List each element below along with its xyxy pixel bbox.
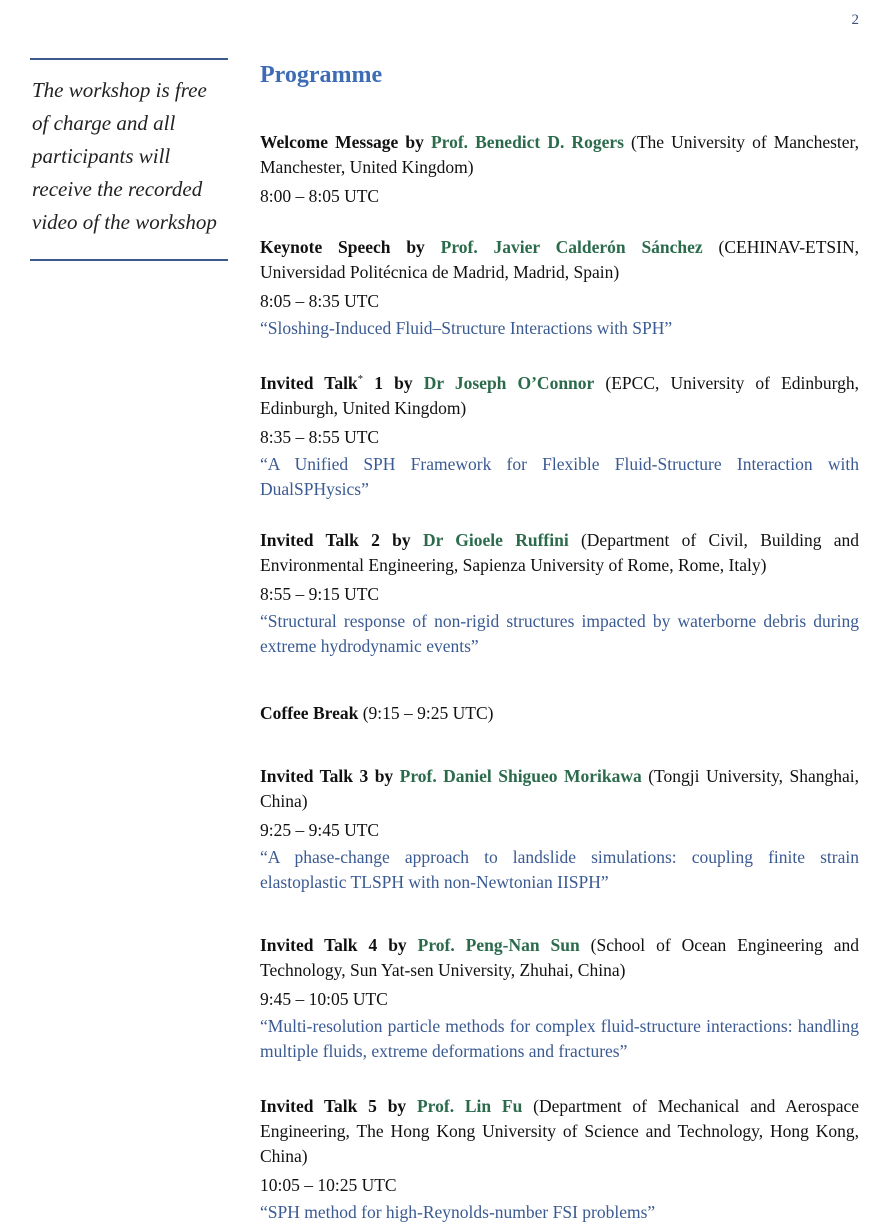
event-number: 1 (363, 372, 384, 393)
event-by: by (406, 237, 425, 257)
event-time: 8:55 – 9:15 UTC (260, 583, 380, 604)
sidebar-bottom-rule (30, 259, 228, 261)
event-type: Invited Talk (260, 372, 358, 393)
sidebar-note: The workshop is free of charge and all participants will receive the recorded video of the workshop (32, 78, 217, 234)
event-keynote (260, 235, 859, 341)
talk-title: “A phase-change approach to landslide simulations: coupling finite strain elastoplastic TLSPH with non-Newtonian IISPH” (260, 846, 859, 892)
event-time: 9:25 – 9:45 UTC (260, 819, 380, 840)
event-header (260, 933, 859, 983)
event-by: by (392, 529, 411, 550)
speaker-name: Dr Joseph O’Connor (423, 372, 595, 393)
speaker-affiliation: (Department of Mechanical and Aerospace Engineering, The Hong Kong University of Science and Technology, Hong Kong, China) (260, 1095, 860, 1166)
programme (260, 58, 859, 1225)
speaker-name: Prof. Lin Fu (416, 1095, 523, 1116)
event-type: Invited Talk 2 (260, 529, 380, 550)
event-by: by (388, 934, 407, 955)
event-time: 8:05 – 8:35 UTC (260, 291, 380, 311)
event-invited-talk-1 (260, 367, 859, 502)
event-invited-talk-3 (260, 764, 859, 895)
event-time: 10:05 – 10:25 UTC (260, 1174, 397, 1195)
talk-title: “Sloshing-Induced Fluid–Structure Interactions with SPH” (260, 318, 673, 338)
section-heading: Programme (260, 62, 383, 88)
event-header (260, 130, 859, 180)
coffee-break-label: Coffee Break (260, 702, 359, 723)
event-time: 8:35 – 8:55 UTC (260, 426, 380, 447)
talk-title: “Structural response of non-rigid structures impacted by waterborne debris during extreme hydrodynamic events” (260, 610, 859, 656)
event-type: Invited Talk 4 (260, 934, 378, 955)
event-type: Welcome Message (260, 132, 399, 152)
event-welcome (260, 130, 859, 209)
event-header (260, 528, 859, 578)
event-by: by (394, 372, 413, 393)
speaker-affiliation: (Tongji University, Shanghai, China) (260, 765, 860, 811)
page-number: 2 (851, 12, 859, 28)
speaker-affiliation: (School of Ocean Engineering and Technology, Sun Yat-sen University, Zhuhai, China) (260, 934, 859, 980)
sidebar (30, 58, 228, 261)
speaker-name: Prof. Daniel Shigueo Morikawa (399, 765, 642, 786)
speaker-name: Prof. Benedict D. Rogers (430, 132, 624, 152)
speaker-name: Prof. Peng-Nan Sun (417, 934, 580, 955)
event-header (260, 235, 859, 285)
talk-title: “Multi-resolution particle methods for complex fluid-structure interactions: handling multiple fluids, extreme deformations and fractures” (260, 1015, 859, 1061)
event-type: Invited Talk 5 (260, 1095, 377, 1116)
talk-title: “SPH method for high-Reynolds-number FSI problems” (260, 1201, 656, 1222)
speaker-affiliation: (Department of Civil, Building and Environmental Engineering, Sapienza University of Rome, Rome, Italy) (260, 529, 859, 575)
event-header (260, 367, 859, 421)
event-time: 9:45 – 10:05 UTC (260, 988, 388, 1009)
event-header (260, 1094, 859, 1169)
speaker-name: Prof. Javier Calderón Sánchez (440, 237, 703, 257)
speaker-affiliation: (EPCC, University of Edinburgh, Edinburgh, United Kingdom) (260, 372, 860, 418)
event-header (260, 764, 859, 814)
event-time: 8:00 – 8:05 UTC (260, 186, 380, 206)
speaker-name: Dr Gioele Ruffini (422, 529, 569, 550)
event-by: by (374, 765, 394, 786)
event-by: by (387, 1095, 407, 1116)
event-type: Keynote Speech (260, 237, 391, 257)
event-invited-talk-5 (260, 1094, 859, 1225)
speaker-affiliation: (CEHINAV-ETSIN, Universidad Politécnica de Madrid, Madrid, Spain) (260, 237, 859, 282)
speaker-affiliation: (The University of Manchester, Manchester, United Kingdom) (260, 132, 860, 177)
footnote-marker: * (357, 373, 364, 385)
coffee-break (260, 701, 859, 726)
event-invited-talk-4 (260, 933, 859, 1064)
event-invited-talk-2 (260, 528, 859, 659)
event-type: Invited Talk 3 (260, 765, 369, 786)
coffee-break-time: (9:15 – 9:25 UTC) (358, 702, 494, 723)
event-by: by (405, 132, 424, 152)
talk-title: “A Unified SPH Framework for Flexible Fluid-Structure Interaction with DualSPHysics” (260, 453, 859, 499)
